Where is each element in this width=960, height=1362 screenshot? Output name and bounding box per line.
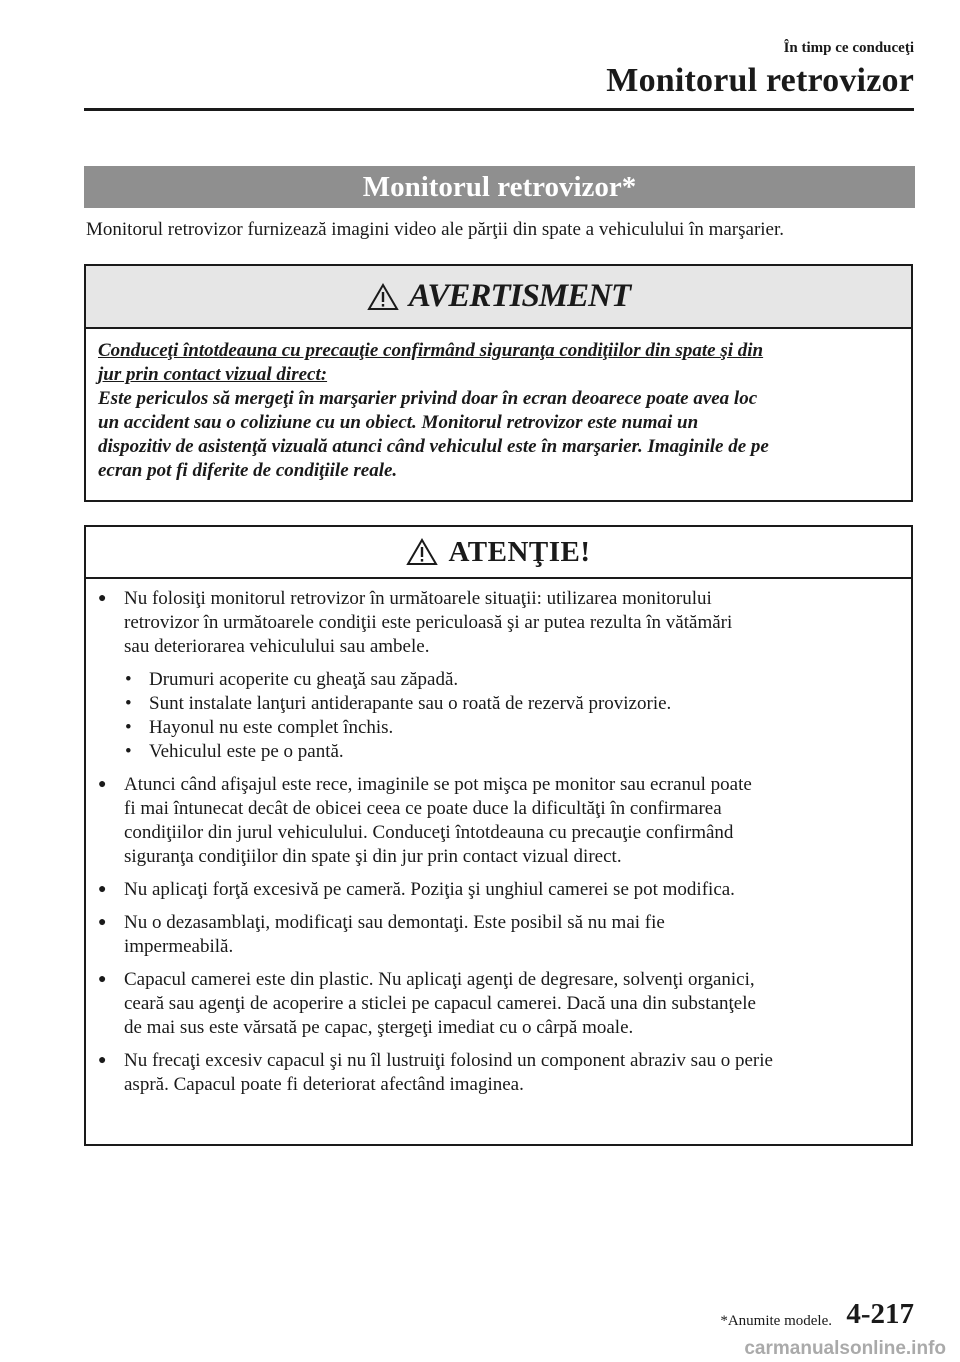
sublist-item (125, 668, 897, 692)
caution-item-text (124, 878, 735, 902)
caution-item-text (124, 968, 756, 1040)
caution-title: ATENŢIE! (448, 535, 591, 568)
bullet-icon: ● (98, 1053, 107, 1068)
caution-item-text (124, 1049, 773, 1097)
warning-triangle-icon (367, 283, 399, 311)
caution-line: Capacul camerei este din plastic. Nu aplicaţi agenţi de degresare, solvenţi organici, (124, 969, 755, 990)
caution-line: siguranţa condiţiilor din spate şi din jur prin contact vizual direct. (124, 846, 622, 867)
caution-line: impermeabilă. (124, 936, 234, 957)
bullet-icon: ● (98, 777, 107, 792)
caution-item (98, 878, 897, 902)
small-bullet-icon: • (125, 741, 132, 762)
caution-line: de mai sus este vărsată pe capac, ştergeţi imediat cu o cârpă moale. (124, 1017, 634, 1038)
sublist-item (125, 740, 897, 764)
caution-item-text (124, 587, 732, 659)
caution-line: ceară sau agenţi de acoperire a sticlei pe capacul camerei. Dacă una din substanţele (124, 993, 756, 1014)
caution-line: retrovizor în următoarele condiţii este periculoasă şi ar putea rezulta în vătămări (124, 612, 733, 633)
warning-header (86, 266, 911, 329)
caution-list (86, 579, 911, 1097)
page-number: 4-217 (846, 1298, 914, 1330)
caution-header (86, 527, 911, 579)
watermark: carmanualsonline.info (744, 1338, 946, 1359)
footnote: *Anumite modele. (720, 1313, 832, 1329)
warning-heading-line: Conduceţi întotdeauna cu precauţie confirmând siguranţa condiţiilor din spate şi din (98, 340, 764, 361)
sublist-item-text: Sunt instalate lanţuri antiderapante sau o roată de rezervă provizorie. (149, 693, 672, 714)
caution-line: condiţiilor din jurul vehiculului. Conduceţi întotdeauna cu precauţie confirmând (124, 822, 734, 843)
section-title: Monitorul retrovizor* (84, 166, 915, 208)
bullet-icon: ● (98, 972, 107, 987)
caution-line: fi mai întunecat decât de obicei ceea ce poate duce la dificultăţi în confirmarea (124, 798, 722, 819)
sublist-item (125, 716, 897, 740)
sublist-item-text: Vehiculul este pe o pantă. (149, 741, 344, 762)
caution-line: Nu folosiţi monitorul retrovizor în următoarele situaţii: utilizarea monitorului (124, 588, 712, 609)
sublist-item-text: Drumuri acoperite cu gheaţă sau zăpadă. (149, 669, 459, 690)
caution-line: aspră. Capacul poate fi deteriorat afectând imaginea. (124, 1074, 524, 1095)
running-header-title: Monitorul retrovizor (606, 62, 914, 99)
caution-line: Nu o dezasamblaţi, modificaţi sau demontaţi. Este posibil să nu mai fie (124, 912, 665, 933)
caution-item (98, 968, 897, 1040)
small-bullet-icon: • (125, 717, 132, 738)
caution-line: Nu frecaţi excesiv capacul şi nu îl lustruiţi folosind un component abraziv sau o perie (124, 1050, 773, 1071)
caution-item-text (124, 911, 665, 959)
caution-item-text (124, 773, 752, 869)
warning-body-line: dispozitiv de asistenţă vizuală atunci când vehiculul este în marşarier. Imaginile de pe (98, 436, 769, 457)
caution-item (98, 587, 897, 659)
warning-title: AVERTISMENT (408, 278, 631, 314)
bullet-icon: ● (98, 882, 107, 897)
header-divider (84, 108, 914, 111)
caution-line: Nu aplicaţi forţă excesivă pe cameră. Poziţia şi unghiul camerei se pot modifica. (124, 879, 735, 900)
running-header-subtitle: În timp ce conduceţi (783, 40, 914, 56)
warning-body-line: Este periculos să mergeţi în marşarier privind doar în ecran deoarece poate avea loc (98, 388, 758, 409)
bullet-icon: ● (98, 591, 107, 606)
intro-paragraph: Monitorul retrovizor furnizează imagini video ale părţii din spate a vehiculului în marşarier. (86, 219, 785, 240)
warning-box (84, 264, 913, 502)
caution-box (84, 525, 913, 1146)
caution-item (98, 911, 897, 959)
small-bullet-icon: • (125, 693, 132, 714)
caution-line: Atunci când afişajul este rece, imaginile se pot mişca pe monitor sau ecranul poate (124, 774, 752, 795)
sublist-item-text: Hayonul nu este complet închis. (149, 717, 394, 738)
caution-item (98, 773, 897, 869)
warning-triangle-icon (406, 538, 438, 566)
small-bullet-icon: • (125, 669, 132, 690)
caution-line: sau deteriorarea vehiculului sau ambele. (124, 636, 430, 657)
caution-sublist (125, 668, 897, 764)
warning-body-line: un accident sau o coliziune cu un obiect. Monitorul retrovizor este numai un (98, 412, 699, 433)
warning-body-line: ecran pot fi diferite de condiţiile reale. (98, 460, 398, 481)
bullet-icon: ● (98, 915, 107, 930)
warning-heading-line: jur prin contact vizual direct: (98, 364, 328, 385)
caution-item (98, 1049, 897, 1097)
warning-text (86, 329, 911, 483)
sublist-item (125, 692, 897, 716)
